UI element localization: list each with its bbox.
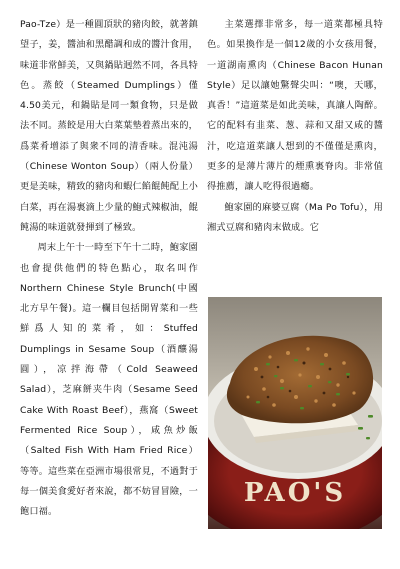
article-paragraph: Pao-Tze）是一種圓頂狀的豬肉餃，就著鎮望子，姜，醬油和黑醋調和成的醬汁食用，味道非常鮮美，又與鍋貼迥然不同，各具特色。蒸餃（Steamed Dumplings）僅4.50美元，和鍋貼是同一類食物，只是做法不同。蒸餃是用大白菜葉墊着蒸出來的，爲菜肴增添了與衆不同的清香味。混沌湯（Chinese Wonton Soup）（兩人份量）更是美味，精致的豬肉和蝦仁餡餛飩配上小白菜，再在湯裏滴上少量的鮑式辣椒油，餛飩湯的味道就發揮到了極致。 (20, 19, 198, 233)
article-column-right (207, 15, 383, 238)
article-paragraph: 鮑家園的麻婆豆腐（Ma Po Tofu），用湘式豆腐和豬肉末做成。它 (207, 201, 383, 233)
article-paragraph: 主菜選擇非常多，每一道菜都極具特色。如果換作是一個12歲的小女孩用餐，一道湖南熏肉（Chinese Bacon Hunan Style）足以讓她驚聲尖叫：“噢，天哪，真香！”這道菜是如此美味，真讓人陶醉。它的配料有韭菜、葱、蒜和又甜又咸的醬汁，吃這道菜讓人想到的不僅僅是熏肉，更多的是薄片薄片的煙熏裏脊肉。非常值得推薦，讓人吃得很過癮。 (207, 19, 383, 193)
mapo-tofu-dish-photo-icon (208, 297, 382, 529)
mapo-tofu-photo (208, 297, 382, 529)
plate-logo-text: PAO'S (243, 478, 347, 508)
article-column-left (20, 15, 198, 522)
article-paragraph: 周末上午十一時至下午十二時，鮑家園也會提供他們的特色點心，取名叫作Northern Chinese Style Brunch(中國北方早午餐)。這一欄目包括開胃菜和一些鮮爲人知的菜肴，如：Stuffed Dumplings in Sesame Soup（酒釀湯圓），凉拌海帶（Cold Seaweed Salad），芝麻餅夹牛肉（Sesame Seed Cake With Roast Beef），燕窩（Sweet Fermented Rice Soup），咸魚炒飯（Salted Fish With Ham Fried Rice）等等。這些菜在亞洲市場很常見，不過對于每一個美食愛好者來說，都不妨冒冒險，一飽口福。 (20, 242, 198, 518)
